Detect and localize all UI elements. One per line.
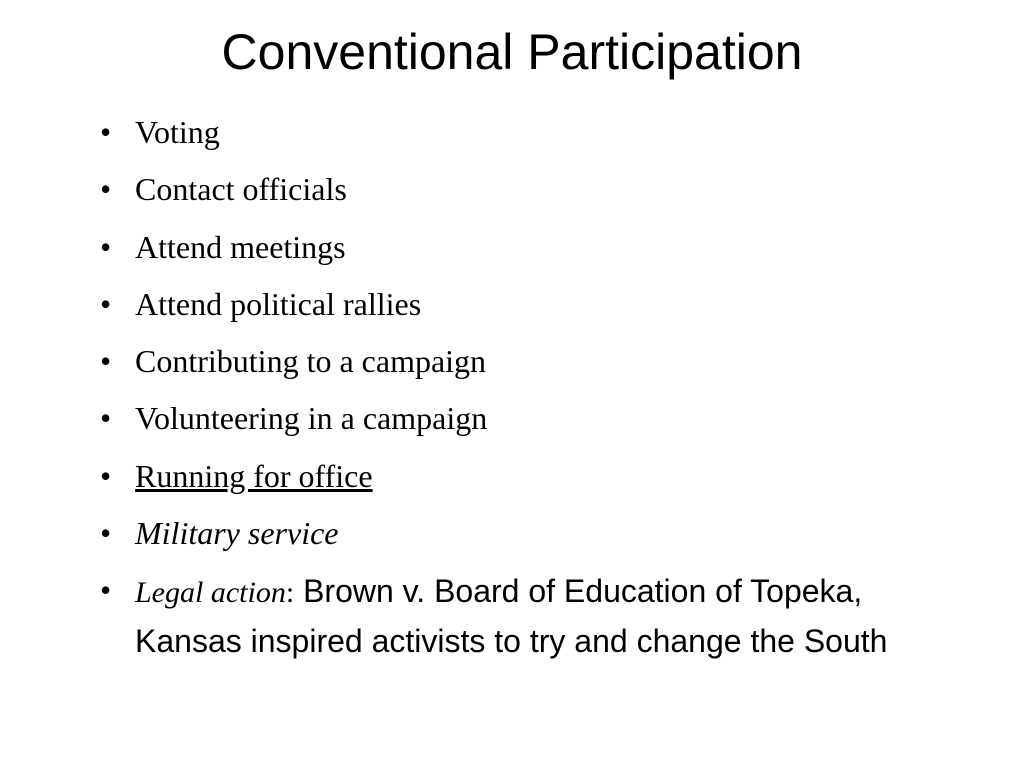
bullet-item-contributing <box>100 338 930 384</box>
legal-action-separator: : <box>285 576 295 610</box>
bullet-icon: • <box>100 457 112 494</box>
bullet-link-text[interactable]: Running for office <box>135 457 373 494</box>
bullet-icon: • <box>100 114 112 150</box>
bullet-text: Military service <box>135 515 339 552</box>
bullet-text: Contributing to a campaign <box>135 343 487 380</box>
bullet-text: Attend political rallies <box>135 285 422 322</box>
bullet-text: Volunteering in a campaign <box>135 400 488 437</box>
bullet-item-running-for-office <box>100 453 930 499</box>
bullet-list <box>100 109 930 677</box>
bullet-text: Voting <box>135 114 220 150</box>
bullet-text: Attend meetings <box>135 228 346 265</box>
bullet-icon: • <box>100 515 112 552</box>
bullet-icon: • <box>100 572 112 609</box>
bullet-text: Contact officials <box>135 171 347 208</box>
bullet-item-attend-meetings <box>100 224 930 270</box>
bullet-item-contact-officials <box>100 166 930 212</box>
legal-action-label: Legal action <box>135 576 286 610</box>
bullet-item-legal-action <box>100 567 930 665</box>
bullet-item-military-service <box>100 510 930 556</box>
bullet-icon: • <box>100 171 112 208</box>
bullet-item-volunteering <box>100 395 930 441</box>
legal-action-text: Brown v. Board of Education of Topeka, Kansas inspired activists to try and change the South <box>135 573 888 660</box>
bullet-item-voting <box>100 109 930 155</box>
bullet-icon: • <box>100 228 112 265</box>
bullet-icon: • <box>100 285 112 322</box>
slide-title: Conventional Participation <box>221 24 803 80</box>
bullet-icon: • <box>100 343 112 380</box>
bullet-icon: • <box>100 400 112 437</box>
bullet-item-political-rallies <box>100 281 930 327</box>
